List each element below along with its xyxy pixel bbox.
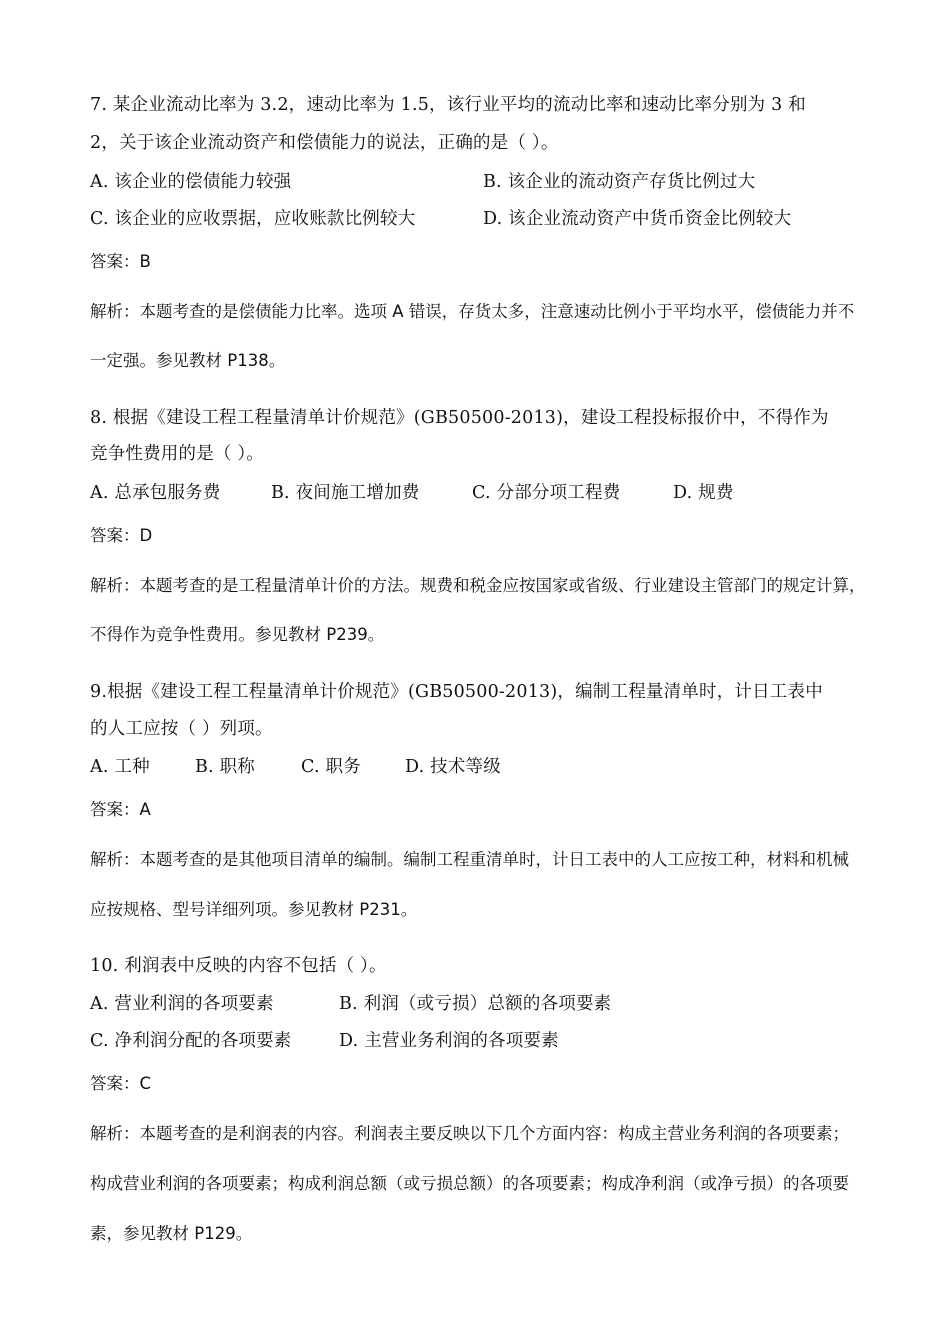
question-10-option-d: D. 主营业务利润的各项要素 bbox=[339, 1031, 559, 1051]
question-9-explanation-line-2: 应按规格、型号详细列项。参见教材 P231。 bbox=[90, 900, 418, 919]
question-9-explanation-line-1: 解析：本题考查的是其他项目清单的编制。编制工程重清单时，计日工表中的人工应按工种，材料和机械 bbox=[90, 850, 849, 869]
question-10-answer: 答案：C bbox=[90, 1074, 152, 1093]
question-9-option-b: B. 职称 bbox=[195, 757, 255, 777]
question-9-stem-line-2: 的人工应按（ ）列项。 bbox=[90, 719, 273, 739]
question-7-option-c: C. 该企业的应收票据，应收账款比例较大 bbox=[90, 209, 416, 229]
question-7-explanation-line-2: 一定强。参见教材 P138。 bbox=[90, 351, 286, 370]
question-10-stem-line-1: 10. 利润表中反映的内容不包括（ ）。 bbox=[90, 956, 387, 976]
question-7-stem-line-1: 7. 某企业流动比率为 3.2，速动比率为 1.5，该行业平均的流动比率和速动比率分别为 3 和 bbox=[90, 95, 806, 115]
question-9-option-d: D. 技术等级 bbox=[405, 757, 501, 777]
question-10-option-a: A. 营业利润的各项要素 bbox=[90, 994, 274, 1014]
question-8-explanation-line-1: 解析：本题考查的是工程量清单计价的方法。规费和税金应按国家或省级、行业建设主管部门的规定计算， bbox=[90, 576, 866, 595]
question-8-option-a: A. 总承包服务费 bbox=[90, 483, 221, 503]
question-10-explanation-line-3: 素，参见教材 P129。 bbox=[90, 1224, 253, 1243]
question-8-explanation-line-2: 不得作为竞争性费用。参见教材 P239。 bbox=[90, 625, 385, 644]
question-7-option-a: A. 该企业的偿债能力较强 bbox=[90, 172, 292, 192]
question-8-option-c: C. 分部分项工程费 bbox=[472, 483, 621, 503]
question-7-option-b: B. 该企业的流动资产存货比例过大 bbox=[483, 172, 756, 192]
question-8-stem-line-2: 竞争性费用的是（ ）。 bbox=[90, 444, 265, 464]
question-8-stem-line-1: 8. 根据《建设工程工程量清单计价规范》(GB50500-2013)，建设工程投标报价中，不得作为 bbox=[90, 408, 829, 428]
question-7-answer: 答案：B bbox=[90, 252, 151, 271]
question-9-option-c: C. 职务 bbox=[301, 757, 361, 777]
question-8-option-d: D. 规费 bbox=[673, 483, 734, 503]
question-10-explanation-line-2: 构成营业利润的各项要素；构成利润总额（或亏损总额）的各项要素；构成净利润（或净亏损）的各项要 bbox=[90, 1174, 849, 1193]
question-7-option-d: D. 该企业流动资产中货币资金比例较大 bbox=[483, 209, 792, 229]
question-9-stem-line-1: 9.根据《建设工程工程量清单计价规范》(GB50500-2013)，编制工程量清单时，计日工表中 bbox=[90, 682, 823, 702]
question-7-stem-line-2: 2，关于该企业流动资产和偿债能力的说法，正确的是（ ）。 bbox=[90, 133, 559, 153]
question-9-answer: 答案：A bbox=[90, 800, 151, 819]
question-10-explanation-line-1: 解析：本题考查的是利润表的内容。利润表主要反映以下几个方面内容：构成主营业务利润的各项要素； bbox=[90, 1124, 849, 1143]
question-10-option-b: B. 利润（或亏损）总额的各项要素 bbox=[339, 994, 612, 1014]
question-10-option-c: C. 净利润分配的各项要素 bbox=[90, 1031, 292, 1051]
question-8-answer: 答案：D bbox=[90, 526, 153, 545]
question-8-option-b: B. 夜间施工增加费 bbox=[271, 483, 420, 503]
question-7-explanation-line-1: 解析：本题考查的是偿债能力比率。选项 A 错误，存货太多，注意速动比例小于平均水平，偿债能力并不 bbox=[90, 302, 855, 321]
question-9-option-a: A. 工种 bbox=[90, 757, 150, 777]
